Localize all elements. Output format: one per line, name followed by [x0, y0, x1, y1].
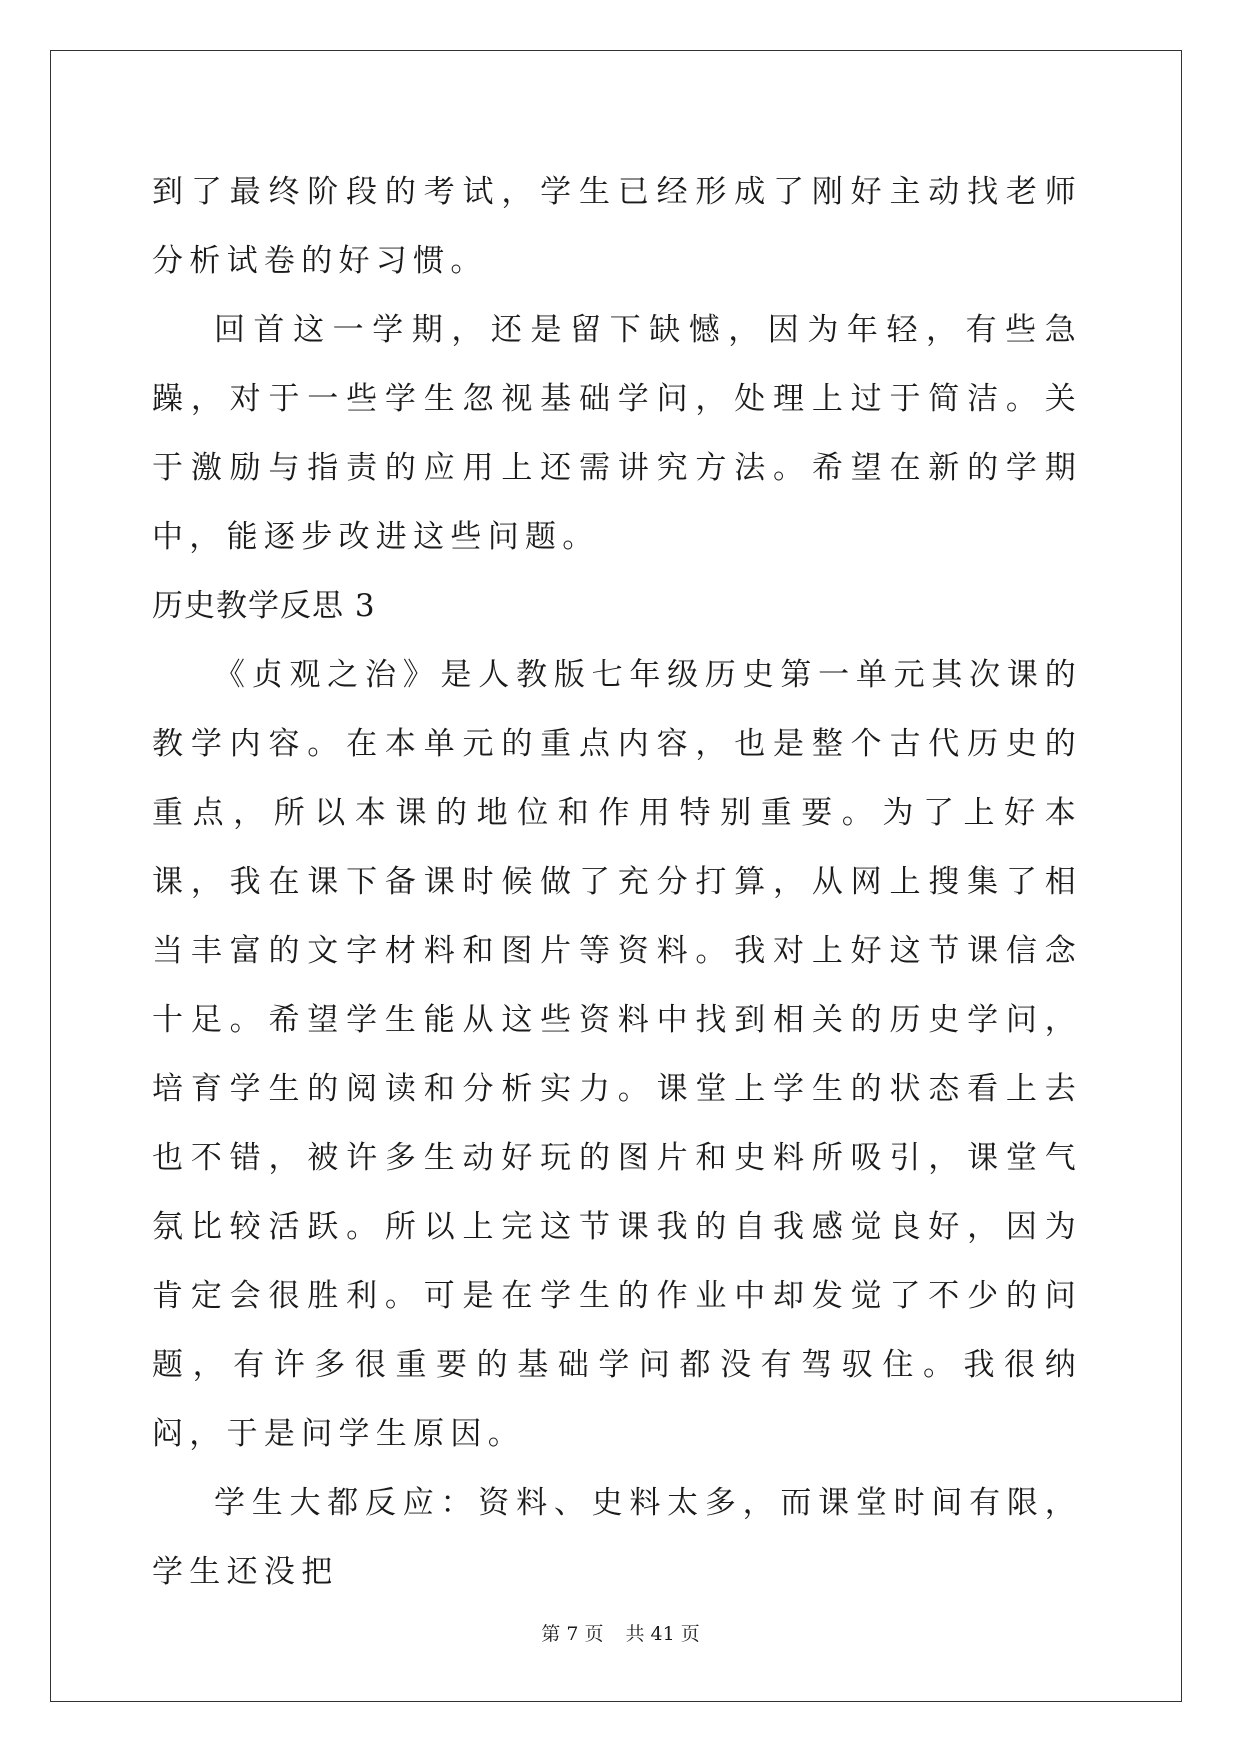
- paragraph: 回首这一学期，还是留下缺憾，因为年轻，有些急躁，对于一些学生忽视基础学问，处理上过于简洁。关于激励与指责的应用上还需讲究方法。希望在新的学期中，能逐步改进这些问题。: [152, 312, 1082, 555]
- paragraph: 《贞观之治》是人教版七年级历史第一单元其次课的教学内容。在本单元的重点内容，也是整个古代历史的重点，所以本课的地位和作用特别重要。为了上好本课，我在课下备课时候做了充分打算，从网上搜集了相当丰富的文字材料和图片等资料。我对上好这节课信念十足。希望学生能从这些资料中找到相关的历史学问，培育学生的阅读和分析实力。课堂上学生的状态看上去也不错，被许多生动好玩的图片和史料所吸引，课堂气氛比较活跃。所以上完这节课我的自我感觉良好，因为肯定会很胜利。可是在学生的作业中却发觉了不少的问题，有许多很重要的基础学问都没有驾驭住。我很纳闷，于是问学生原因。: [152, 657, 1082, 1452]
- paragraph: 到了最终阶段的考试，学生已经形成了刚好主动找老师分析试卷的好习惯。: [152, 174, 1082, 279]
- section-heading: 历史教学反思 3: [152, 588, 376, 624]
- document-body: [152, 158, 1082, 1607]
- current-page-number: 第 7 页: [541, 1623, 604, 1645]
- total-pages: 共 41 页: [625, 1623, 700, 1645]
- paragraph: 学生大都反应：资料、史料太多，而课堂时间有限，学生还没把: [152, 1485, 1082, 1590]
- page-footer: [0, 1622, 1241, 1646]
